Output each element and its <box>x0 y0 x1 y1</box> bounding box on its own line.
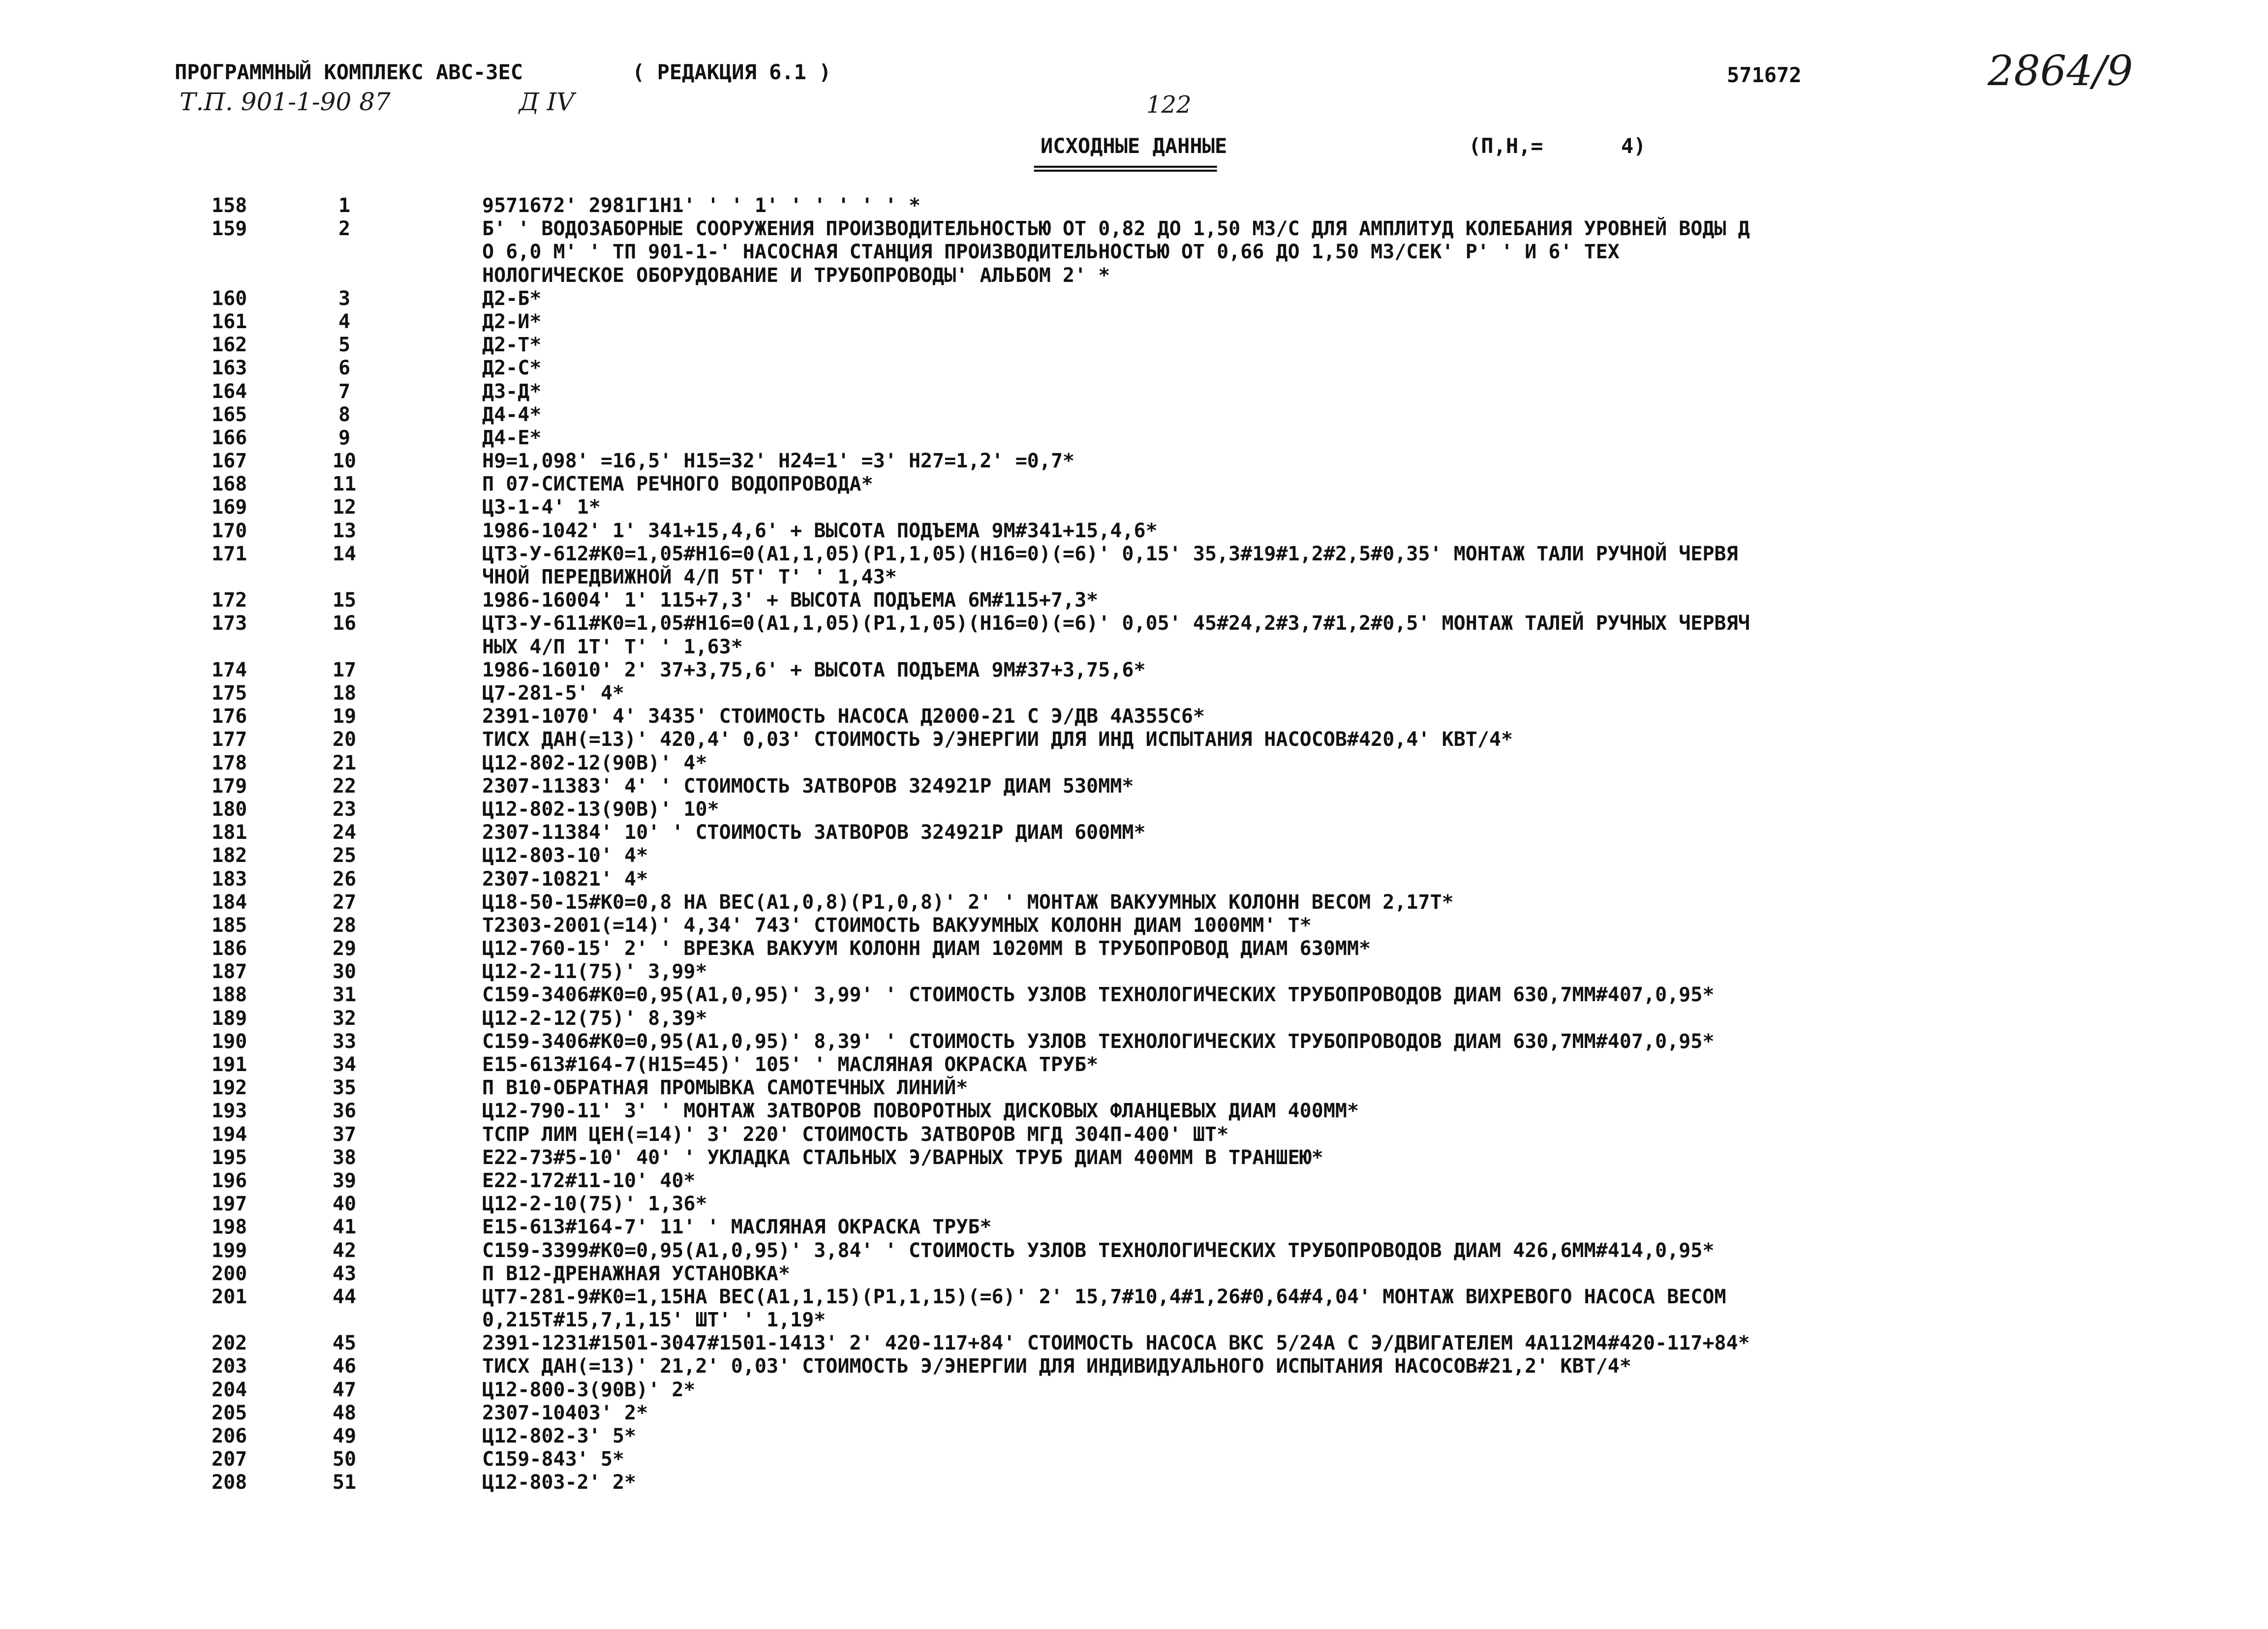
record-text: Ц7-281-5' 4* <box>482 682 624 705</box>
list-item <box>0 520 2268 543</box>
sequence-number: 19 <box>332 705 357 728</box>
record-text: Ц12-802-12(90В)' 4* <box>482 751 707 774</box>
sequence-number: 42 <box>332 1239 357 1262</box>
line-number: 186 <box>212 937 247 960</box>
list-item <box>0 984 2268 1007</box>
record-text: Ц12-803-10' 4* <box>482 844 648 867</box>
sequence-number: 38 <box>332 1146 357 1169</box>
sequence-number: 51 <box>332 1471 357 1494</box>
line-number: 202 <box>212 1332 247 1355</box>
record-text: Д2-С* <box>482 357 542 380</box>
line-number: 161 <box>212 310 247 333</box>
sequence-number: 29 <box>332 937 357 960</box>
line-number: 187 <box>212 960 247 984</box>
record-text: 1986-16010' 2' 37+3,75,6' + ВЫСОТА ПОДЪЕМА 9М#37+3,75,6* <box>482 658 1146 681</box>
line-number: 170 <box>212 519 247 542</box>
line-number: 203 <box>212 1355 247 1378</box>
list-item <box>0 937 2268 960</box>
sequence-number: 46 <box>332 1355 357 1378</box>
sequence-number: 6 <box>338 357 351 380</box>
record-text: 2307-11383' 4' ' СТОИМОСТЬ ЗАТВОРОВ 324921Р ДИАМ 530ММ* <box>482 774 1134 798</box>
line-number: 159 <box>212 217 247 241</box>
list-item <box>0 1471 2268 1494</box>
list-item <box>0 1053 2268 1076</box>
line-number: 190 <box>212 1030 247 1053</box>
line-number: 169 <box>212 496 247 519</box>
sequence-number: 23 <box>332 798 357 821</box>
record-text: ЦТ7-281-9#К0=1,15НА ВЕС(А1,1,15)(Р1,1,15)(=6)' 2' 15,7#10,4#1,26#0,64#4,04' МОНТАЖ ВИХРЕВОГО НАСОСА ВЕСОМ 0,215Т#15,7,1,15' ШТ' ' 1,19* <box>482 1285 1726 1332</box>
line-number: 208 <box>212 1471 247 1494</box>
line-number: 207 <box>212 1448 247 1471</box>
record-text: Ц12-2-11(75)' 3,99* <box>482 960 707 984</box>
record-text: ТИСХ ДАН(=13)' 21,2' 0,03' СТОИМОСТЬ Э/ЭНЕРГИИ ДЛЯ ИНДИВИДУАЛЬНОГО ИСПЫТАНИЯ НАСОСОВ#21,2' КВТ/4* <box>482 1355 1631 1378</box>
line-number: 164 <box>212 380 247 403</box>
list-item <box>0 1030 2268 1053</box>
line-number: 181 <box>212 821 247 844</box>
record-text: 2391-1070' 4' 3435' СТОИМОСТЬ НАСОСА Д2000-21 С Э/ДВ 4А355С6* <box>482 705 1205 728</box>
record-text: П В10-ОБРАТНАЯ ПРОМЫВКА САМОТЕЧНЫХ ЛИНИЙ* <box>482 1076 968 1100</box>
list-item <box>0 1123 2268 1146</box>
program-title: ПРОГРАММНЫЙ КОМПЛЕКС АВС-ЗЕС <box>175 60 523 84</box>
sheet-number: 2864/9 <box>1988 47 2133 95</box>
record-text: С159-3406#К0=0,95(А1,0,95)' 3,99' ' СТОИМОСТЬ УЗЛОВ ТЕХНОЛОГИЧЕСКИХ ТРУБОПРОВОДОВ ДИАМ 630,7ММ#407,0,95* <box>482 984 1715 1007</box>
list-item <box>0 1007 2268 1030</box>
line-number: 172 <box>212 589 247 612</box>
list-item <box>0 194 2268 217</box>
list-item <box>0 1262 2268 1286</box>
list-item <box>0 450 2268 473</box>
list-item <box>0 334 2268 357</box>
record-text: Ц12-803-2' 2* <box>482 1471 637 1494</box>
record-text: 1986-1042' 1' 341+15,4,6' + ВЫСОТА ПОДЪЕМА 9М#341+15,4,6* <box>482 519 1158 542</box>
list-item <box>0 1332 2268 1355</box>
sequence-number: 33 <box>332 1030 357 1053</box>
record-text: Т2303-2001(=14)' 4,34' 743' СТОИМОСТЬ ВАКУУМНЫХ КОЛОНН ДИАМ 1000ММ' Т* <box>482 914 1312 937</box>
list-item <box>0 1100 2268 1123</box>
sequence-number: 13 <box>332 519 357 542</box>
sequence-number: 4 <box>338 310 351 333</box>
record-text: ЦТ3-У-611#К0=1,05#Н16=0(А1,1,05)(Р1,1,05)(Н16=0)(=6)' 0,05' 45#24,2#3,7#1,2#0,5' МОНТАЖ ТАЛЕЙ РУЧНЫХ ЧЕРВЯЧ НЫХ 4/П 1Т' Т' ' 1,63* <box>482 612 1750 658</box>
section-underline: ===================== <box>1033 158 1216 179</box>
list-item <box>0 589 2268 612</box>
line-number: 182 <box>212 844 247 867</box>
list-item <box>0 1216 2268 1239</box>
list-item <box>0 403 2268 427</box>
album-label: Д IV <box>519 88 575 116</box>
list-item <box>0 891 2268 914</box>
line-number: 197 <box>212 1193 247 1216</box>
sequence-number: 30 <box>332 960 357 984</box>
list-item <box>0 1425 2268 1448</box>
list-item <box>0 1286 2268 1332</box>
sequence-number: 47 <box>332 1378 357 1401</box>
list-item <box>0 496 2268 519</box>
list-item <box>0 357 2268 380</box>
list-item <box>0 914 2268 937</box>
line-number: 196 <box>212 1169 247 1192</box>
line-number: 201 <box>212 1285 247 1308</box>
line-number: 195 <box>212 1146 247 1169</box>
list-item <box>0 659 2268 682</box>
list-item <box>0 728 2268 751</box>
record-text: С159-3406#К0=0,95(А1,0,95)' 8,39' ' СТОИМОСТЬ УЗЛОВ ТЕХНОЛОГИЧЕСКИХ ТРУБОПРОВОДОВ ДИАМ 630,7ММ#407,0,95* <box>482 1030 1715 1053</box>
line-number: 194 <box>212 1123 247 1146</box>
sequence-number: 31 <box>332 984 357 1007</box>
sequence-number: 7 <box>338 380 351 403</box>
sequence-number: 9 <box>338 426 351 449</box>
line-number: 206 <box>212 1425 247 1448</box>
sequence-number: 2 <box>338 217 351 241</box>
sequence-number: 12 <box>332 496 357 519</box>
record-text: 2307-11384' 10' ' СТОИМОСТЬ ЗАТВОРОВ 324921Р ДИАМ 600ММ* <box>482 821 1146 844</box>
sequence-number: 25 <box>332 844 357 867</box>
line-number: 176 <box>212 705 247 728</box>
record-text: Е15-613#164-7(Н15=45)' 105' ' МАСЛЯНАЯ ОКРАСКА ТРУБ* <box>482 1053 1099 1076</box>
record-text: Ц12-800-3(90В)' 2* <box>482 1378 696 1401</box>
record-text: ТИСХ ДАН(=13)' 420,4' 0,03' СТОИМОСТЬ Э/ЭНЕРГИИ ДЛЯ ИНД ИСПЫТАНИЯ НАСОСОВ#420,4' КВТ/4* <box>482 728 1513 751</box>
sequence-number: 21 <box>332 751 357 774</box>
line-number: 165 <box>212 403 247 426</box>
record-text: Ц18-50-15#К0=0,8 НА ВЕС(А1,0,8)(Р1,0,8)' 2' ' МОНТАЖ ВАКУУМНЫХ КОЛОНН ВЕСОМ 2,17Т* <box>482 891 1454 914</box>
record-text: Д3-Д* <box>482 380 542 403</box>
section-param: (П,Н,= <box>1469 134 1543 158</box>
sequence-number: 39 <box>332 1169 357 1192</box>
list-item <box>0 1239 2268 1262</box>
record-text: 2307-10821' 4* <box>482 867 648 891</box>
line-number: 175 <box>212 682 247 705</box>
record-text: Ц12-790-11' 3' ' МОНТАЖ ЗАТВОРОВ ПОВОРОТНЫХ ДИСКОВЫХ ФЛАНЦЕВЫХ ДИАМ 400ММ* <box>482 1100 1359 1123</box>
list-item <box>0 868 2268 891</box>
list-item <box>0 287 2268 310</box>
sequence-number: 17 <box>332 658 357 681</box>
sequence-number: 50 <box>332 1448 357 1471</box>
record-text: Д4-Е* <box>482 426 542 449</box>
sequence-number: 34 <box>332 1053 357 1076</box>
sequence-number: 11 <box>332 473 357 496</box>
record-text: Д4-4* <box>482 403 542 426</box>
list-item <box>0 798 2268 821</box>
list-item <box>0 1379 2268 1402</box>
record-text: С159-3399#К0=0,95(А1,0,95)' 3,84' ' СТОИМОСТЬ УЗЛОВ ТЕХНОЛОГИЧЕСКИХ ТРУБОПРОВОДОВ ДИАМ 426,6ММ#414,0,95* <box>482 1239 1715 1262</box>
list-item <box>0 612 2268 658</box>
sequence-number: 16 <box>332 612 357 635</box>
list-item <box>0 380 2268 403</box>
line-number: 174 <box>212 658 247 681</box>
record-text: П 07-СИСТЕМА РЕЧНОГО ВОДОПРОВОДА* <box>482 473 873 496</box>
record-text: П В12-ДРЕНАЖНАЯ УСТАНОВКА* <box>482 1262 791 1285</box>
record-text: Б' ' ВОДОЗАБОРНЫЕ СООРУЖЕНИЯ ПРОИЗВОДИТЕЛЬНОСТЬЮ ОТ 0,82 ДО 1,50 М3/С ДЛЯ АМПЛИТУД КОЛЕБАНИЯ УРОВНЕЙ ВОДЫ Д О 6,0 М' ' ТП 901-1-' НАСОСНАЯ СТАНЦИЯ ПРОИЗВОДИТЕЛЬНОСТЬЮ ОТ 0,66 ДО 1,50 М3/СЕК' Р' ' И 6' ТЕХ НОЛОГИЧЕСКОЕ ОБОРУДОВАНИЕ И ТРУБОПРОВОДЫ' АЛЬБОМ 2' * <box>482 217 1750 287</box>
sequence-number: 35 <box>332 1076 357 1100</box>
sequence-number: 18 <box>332 682 357 705</box>
line-number: 166 <box>212 426 247 449</box>
record-text: Д2-Т* <box>482 334 542 357</box>
sequence-number: 3 <box>338 287 351 310</box>
list-item <box>0 752 2268 775</box>
sequence-number: 26 <box>332 867 357 891</box>
doc-code: Т.П. 901-1-90 87 <box>180 88 391 116</box>
sequence-number: 32 <box>332 1007 357 1030</box>
document-number: 571672 <box>1727 63 1802 87</box>
line-number: 171 <box>212 542 247 565</box>
line-number: 179 <box>212 774 247 798</box>
line-number: 204 <box>212 1378 247 1401</box>
edition-label: ( РЕДАКЦИЯ 6.1 ) <box>632 60 831 84</box>
record-text: Е15-613#164-7' 11' ' МАСЛЯНАЯ ОКРАСКА ТРУБ* <box>482 1216 992 1239</box>
line-number: 183 <box>212 867 247 891</box>
list-item <box>0 705 2268 728</box>
line-number: 160 <box>212 287 247 310</box>
list-item <box>0 844 2268 867</box>
record-text: Ц12-802-3' 5* <box>482 1425 637 1448</box>
sequence-number: 40 <box>332 1193 357 1216</box>
record-text: Ц12-2-12(75)' 8,39* <box>482 1007 707 1030</box>
list-item <box>0 427 2268 450</box>
record-text: Д2-И* <box>482 310 542 333</box>
record-text: ТСПР ЛИМ ЦЕН(=14)' 3' 220' СТОИМОСТЬ ЗАТВОРОВ МГД 304П-400' ШТ* <box>482 1123 1229 1146</box>
record-text: Е22-172#11-10' 40* <box>482 1169 696 1192</box>
line-number: 163 <box>212 357 247 380</box>
sequence-number: 22 <box>332 774 357 798</box>
list-item <box>0 543 2268 589</box>
record-text: Д2-Б* <box>482 287 542 310</box>
list-item <box>0 775 2268 798</box>
sequence-number: 36 <box>332 1100 357 1123</box>
sequence-number: 41 <box>332 1216 357 1239</box>
record-text: ЦТ3-У-612#К0=1,05#Н16=0(А1,1,05)(Р1,1,05)(Н16=0)(=6)' 0,15' 35,3#19#1,2#2,5#0,35' МОНТАЖ ТАЛИ РУЧНОЙ ЧЕРВЯ ЧНОЙ ПЕРЕДВИЖНОЙ 4/П 5Т' Т' ' 1,43* <box>482 542 1738 589</box>
list-item <box>0 1193 2268 1216</box>
sequence-number: 45 <box>332 1332 357 1355</box>
line-number: 198 <box>212 1216 247 1239</box>
list-item <box>0 1169 2268 1193</box>
record-text: Ц12-2-10(75)' 1,36* <box>482 1193 707 1216</box>
list-item <box>0 960 2268 984</box>
record-text: 2391-1231#1501-3047#1501-1413' 2' 420-117+84' СТОИМОСТЬ НАСОСА ВКС 5/24А С Э/ДВИГАТЕЛЕМ 4А112М4#420-117+84* <box>482 1332 1750 1355</box>
list-item <box>0 1448 2268 1471</box>
line-number: 177 <box>212 728 247 751</box>
sequence-number: 28 <box>332 914 357 937</box>
sequence-number: 1 <box>338 194 351 217</box>
list-item <box>0 682 2268 705</box>
data-listing <box>0 194 2268 1495</box>
section-param-value: 4) <box>1621 134 1646 158</box>
line-number: 185 <box>212 914 247 937</box>
record-text: Н9=1,098' =16,5' Н15=32' Н24=1' =3' Н27=1,2' =0,7* <box>482 450 1075 473</box>
line-number: 178 <box>212 751 247 774</box>
record-text: Ц12-760-15' 2' ' ВРЕЗКА ВАКУУМ КОЛОНН ДИАМ 1020ММ В ТРУБОПРОВОД ДИАМ 630ММ* <box>482 937 1371 960</box>
line-number: 193 <box>212 1100 247 1123</box>
record-text: 9571672' 2981Г1Н1' ' ' 1' ' ' ' ' ' * <box>482 194 921 217</box>
record-text: Е22-73#5-10' 40' ' УКЛАДКА СТАЛЬНЫХ Э/ВАРНЫХ ТРУБ ДИАМ 400ММ В ТРАНШЕЮ* <box>482 1146 1323 1169</box>
list-item <box>0 217 2268 287</box>
sequence-number: 43 <box>332 1262 357 1285</box>
sequence-number: 14 <box>332 542 357 565</box>
record-text: 1986-16004' 1' 115+7,3' + ВЫСОТА ПОДЪЕМА 6М#115+7,3* <box>482 589 1099 612</box>
sequence-number: 48 <box>332 1401 357 1424</box>
line-number: 200 <box>212 1262 247 1285</box>
sequence-number: 20 <box>332 728 357 751</box>
list-item <box>0 1402 2268 1425</box>
record-text: С159-843' 5* <box>482 1448 624 1471</box>
line-number: 173 <box>212 612 247 635</box>
line-number: 162 <box>212 334 247 357</box>
sequence-number: 27 <box>332 891 357 914</box>
sequence-number: 24 <box>332 821 357 844</box>
sequence-number: 8 <box>338 403 351 426</box>
line-number: 191 <box>212 1053 247 1076</box>
line-number: 188 <box>212 984 247 1007</box>
line-number: 205 <box>212 1401 247 1424</box>
sequence-number: 37 <box>332 1123 357 1146</box>
sequence-number: 10 <box>332 450 357 473</box>
line-number: 167 <box>212 450 247 473</box>
list-item <box>0 310 2268 334</box>
list-item <box>0 821 2268 844</box>
line-number: 180 <box>212 798 247 821</box>
sequence-number: 5 <box>338 334 351 357</box>
sequence-number: 49 <box>332 1425 357 1448</box>
sequence-number: 44 <box>332 1285 357 1308</box>
record-text: Ц3-1-4' 1* <box>482 496 601 519</box>
line-number: 184 <box>212 891 247 914</box>
record-text: Ц12-802-13(90В)' 10* <box>482 798 719 821</box>
page-number: 122 <box>1146 91 1192 119</box>
list-item <box>0 473 2268 496</box>
line-number: 199 <box>212 1239 247 1262</box>
record-text: 2307-10403' 2* <box>482 1401 648 1424</box>
line-number: 168 <box>212 473 247 496</box>
line-number: 189 <box>212 1007 247 1030</box>
list-item <box>0 1355 2268 1378</box>
line-number: 192 <box>212 1076 247 1100</box>
list-item <box>0 1076 2268 1100</box>
list-item <box>0 1146 2268 1169</box>
sequence-number: 15 <box>332 589 357 612</box>
line-number: 158 <box>212 194 247 217</box>
section-title: ИСХОДНЫЕ ДАННЫЕ <box>1041 134 1227 158</box>
